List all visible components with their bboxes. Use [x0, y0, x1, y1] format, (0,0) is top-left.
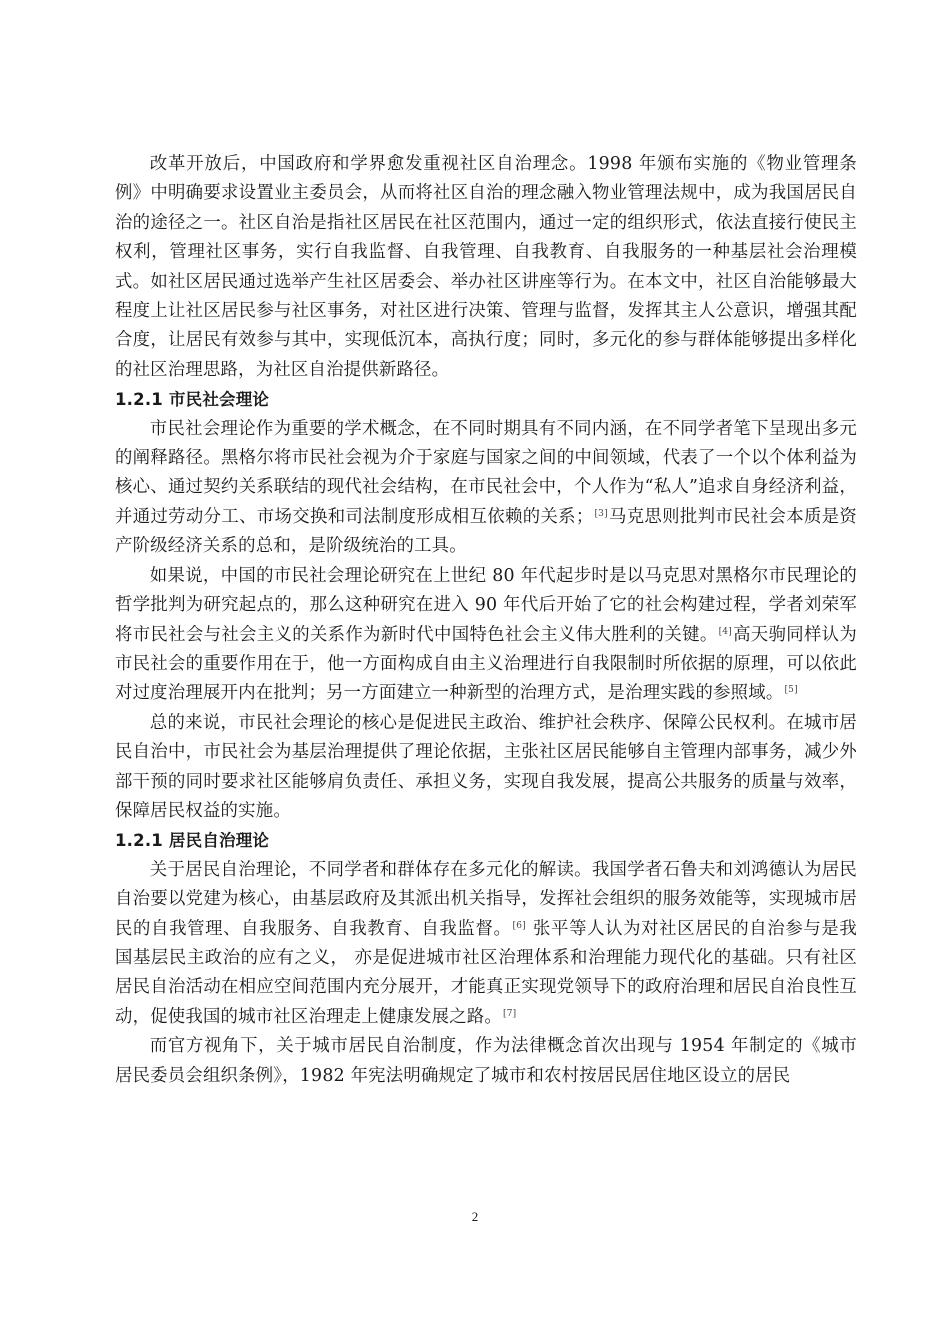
citation-ref[interactable]: [6]: [512, 920, 526, 931]
paragraph-text: 而官方视角下，关于城市居民自治制度，作为法律概念首次出现与 1954 年制定的《城市居民委员会组织条例》，1982 年宪法明确规定了城市和农村按居民居住地区设立的居民: [115, 1036, 857, 1086]
page-body: [115, 150, 857, 1091]
section-heading: 1.2.1 居民自治理论: [115, 831, 270, 851]
paragraph-text: 如果说，中国的市民社会理论研究在上世纪 80 年代起步时是以马克思对黑格尔市民理论的哲学批判为研究起点的，那么这种研究在进入 90 年代后开始了它的社会构建过程，学者刘荣军将市民社会与社会主义的关系作为新时代中国特色社会主义伟大胜利的关键。: [115, 565, 857, 645]
paragraph-text: 改革开放后，中国政府和学界愈发重视社区自治理念。1998 年颁布实施的《物业管理条例》中明确要求设置业主委员会，从而将社区自治的理念融入物业管理法规中，成为我国居民自治的途径之一。社区自治是指社区居民在社区范围内，通过一定的组织形式，依法直接行使民主权利，管理社区事务，实行自我监督、自我管理、自我教育、自我服务的一种基层社会治理模式。如社区居民通过选举产生社区居委会、举办社区讲座等行为。在本文中，社区自治能够最大程度上让社区居民参与社区事务，对社区进行决策、管理与监督，发挥其主人公意识，增强其配合度，让居民有效参与其中，实现低沉本，高执行度；同时，多元化的参与群体能够提出多样化的社区治理思路，为社区自治提供新路径。: [115, 154, 857, 380]
body-paragraph: [115, 150, 857, 385]
paragraph-text: 总的来说，市民社会理论的核心是促进民主政治、维护社会秩序、保障公民权利。在城市居民自治中，市民社会为基层治理提供了理论依据，主张社区居民能够自主管理内部事务，减少外部干预的同时要求社区能够肩负责任、承担义务，实现自我发展，提高公共服务的质量与效率，保障居民权益的实施。: [115, 712, 857, 821]
paragraph-text: 高天驹同样认为市民社会的重要作用在于，他一方面构成自由主义治理进行自我限制时所依据的原理，可以依此对过度治理展开内在批判；另一方面建立一种新型的治理方式，是治理实践的参照域。: [115, 624, 857, 704]
paragraph-text: 关于居民自治理论，不同学者和群体存在多元化的解读。我国学者石鲁夫和刘鸿德认为居民自治要以党建为核心，由基层政府及其派出机关指导，发挥社会组织的服务效能等，实现城市居民的自我管理、自我服务、自我教育、自我监督。: [115, 859, 857, 939]
paragraph-text: 市民社会理论作为重要的学术概念，在不同时期具有不同内涵，在不同学者笔下呈现出多元的阐释路径。黑格尔将市民社会视为介于家庭与国家之间的中间领域，代表了一个以个体利益为核心、通过契约关系联结的现代社会结构，在市民社会中，个人作为“私人”追求自身经济利益，并通过劳动分工、市场交换和司法制度形成相互依赖的关系；: [115, 418, 857, 527]
citation-ref[interactable]: [3]: [594, 508, 608, 519]
body-paragraph: [115, 709, 857, 827]
body-paragraph: [115, 415, 857, 562]
citation-ref[interactable]: [5]: [784, 685, 798, 696]
citation-ref[interactable]: [7]: [503, 1008, 517, 1019]
section-heading: 1.2.1 市民社会理论: [115, 390, 270, 410]
page-number: 2: [471, 1209, 479, 1224]
citation-ref[interactable]: [4]: [718, 626, 732, 637]
paragraph-text: 张平等人认为对社区居民的自治参与是我国基层民主政治的应有之义， 亦是促进城市社区治理体系和治理能力现代化的基础。只有社区居民自治活动在相应空间范围内充分展开，才能真正实现党领导下的政府治理和居民自治良性互动，促使我国的城市社区治理走上健康发展之路。: [115, 918, 857, 1027]
body-paragraph: [115, 856, 857, 1032]
body-paragraph: [115, 562, 857, 709]
paragraph-text: 马克思则批判市民社会本质是资产阶级经济关系的总和，是阶级统治的工具。: [115, 506, 857, 557]
body-paragraph: [115, 1032, 857, 1091]
